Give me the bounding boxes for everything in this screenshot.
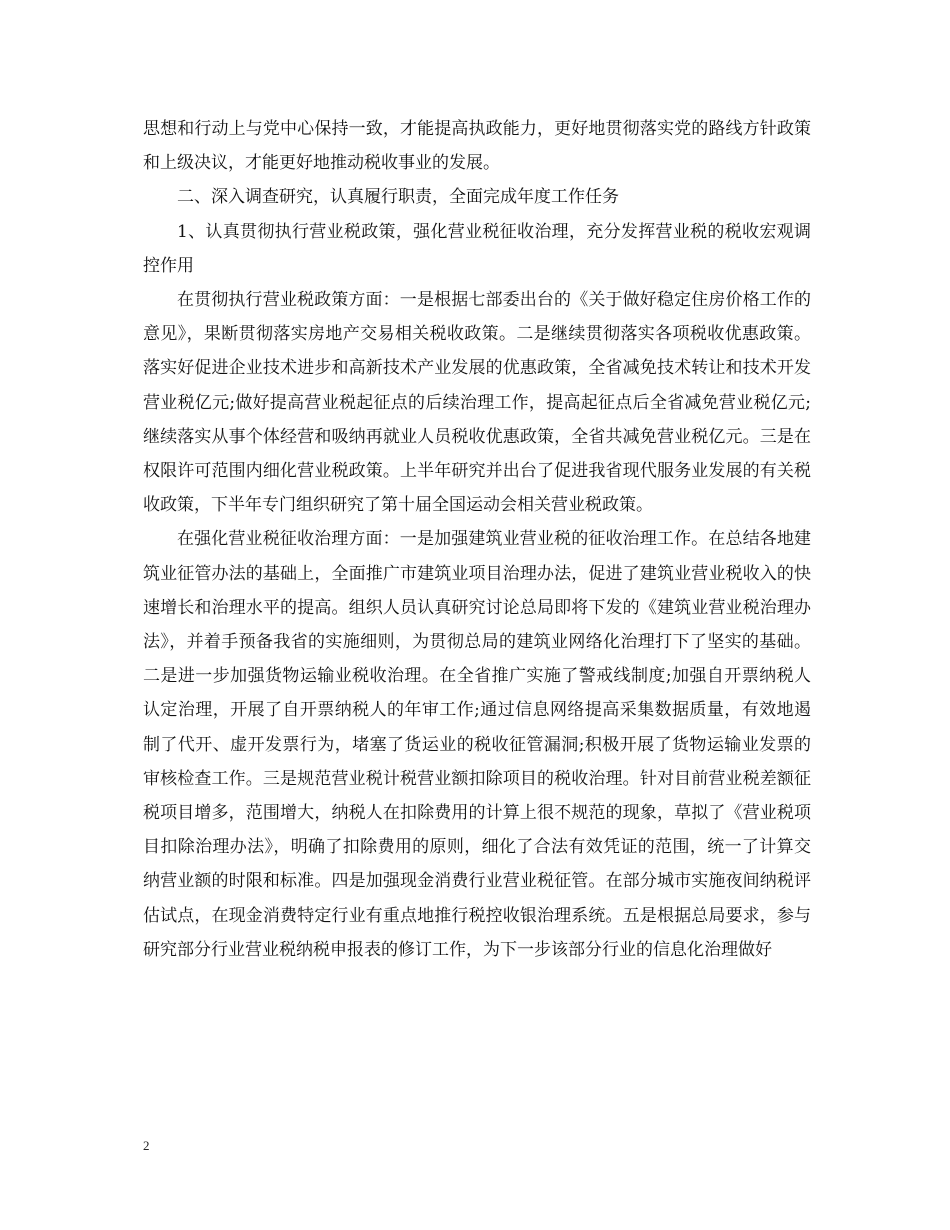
page-number: 2 <box>143 1138 150 1153</box>
paragraph-collection: 在强化营业税征收治理方面：一是加强建筑业营业税的征收治理工作。在总结各地建筑业征管办法的基础上，全面推广市建筑业项目治理办法，促进了建筑业营业税收入的快速增长和治理水平的提高。组织人员认真研究讨论总局即将下发的《建筑业营业税治理办法》，并着手预备我省的实施细则，为贯彻总局的建筑业网络化治理打下了坚实的基础。二是进一步加强货物运输业税收治理。在全省推广实施了警戒线制度;加强自开票纳税人认定治理，开展了自开票纳税人的年审工作;通过信息网络提高采集数据质量，有效地遏制了代开、虚开发票行为，堵塞了货运业的税收征管漏洞;积极开展了货物运输业发票的审核检查工作。三是规范营业税计税营业额扣除项目的税收治理。针对目前营业税差额征税项目增多，范围增大，纳税人在扣除费用的计算上很不规范的现象，草拟了《营业税项目扣除治理办法》，明确了扣除费用的原则，细化了合法有效凭证的范围，统一了计算交纳营业额的时限和标准。四是加强现金消费行业营业税征管。在部分城市实施夜间纳税评估试点，在现金消费特定行业有重点地推行税控收银治理系统。五是根据总局要求，参与研究部分行业营业税纳税申报表的修订工作，为下一步该部分行业的信息化治理做好 <box>143 529 811 960</box>
paragraph-continuation: 思想和行动上与党中心保持一致，才能提高执政能力，更好地贯彻落实党的路线方针政策和上级决议，才能更好地推动税收事业的发展。 <box>143 119 811 174</box>
body-text <box>143 112 811 967</box>
subsection-heading: 1、认真贯彻执行营业税政策，强化营业税征收治理，充分发挥营业税的税收宏观调控作用 <box>143 221 811 276</box>
paragraph-policy: 在贯彻执行营业税政策方面：一是根据七部委出台的《关于做好稳定住房价格工作的意见》，果断贯彻落实房地产交易相关税收政策。二是继续贯彻落实各项税收优惠政策。落实好促进企业技术进步和高新技术产业发展的优惠政策，全省减免技术转让和技术开发营业税亿元;做好提高营业税起征点的后续治理工作，提高起征点后全省减免营业税亿元;继续落实从事个体经营和吸纳再就业人员税收优惠政策，全省共减免营业税亿元。三是在权限许可范围内细化营业税政策。上半年研究并出台了促进我省现代服务业发展的有关税收政策，下半年专门组织研究了第十届全国运动会相关营业税政策。 <box>143 290 811 516</box>
section-heading: 二、深入调查研究，认真履行职责，全面完成年度工作任务 <box>177 187 619 208</box>
